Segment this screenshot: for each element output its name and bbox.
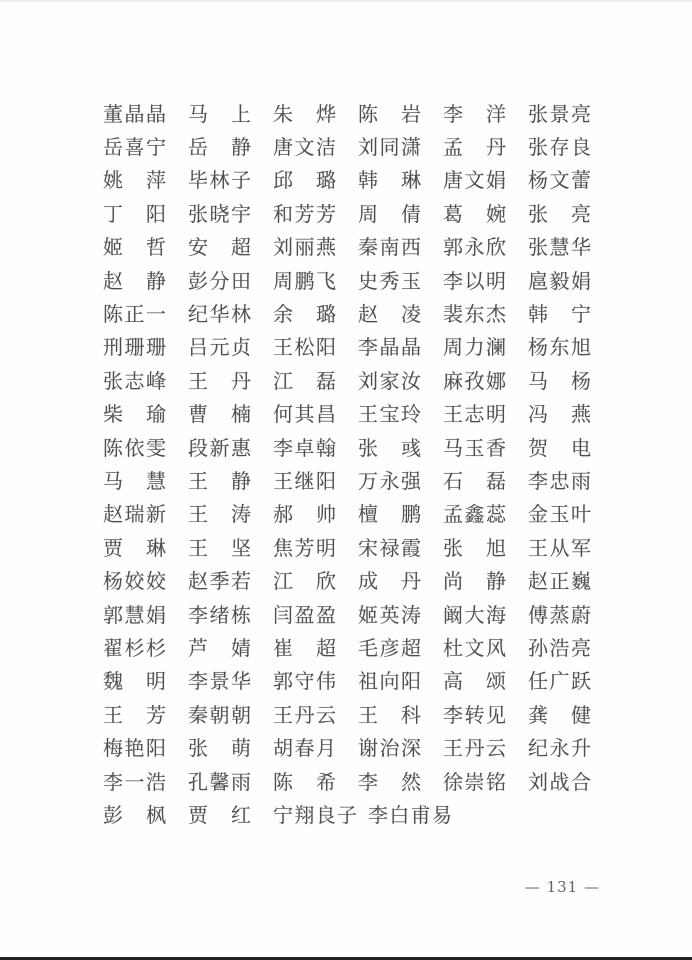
person-name: 余璐 [273,302,336,327]
person-name: 杨东旭 [528,335,591,360]
person-name: 赵季若 [188,569,251,594]
person-name: 张存良 [528,135,591,160]
name-row [103,464,623,497]
person-name: 王继阳 [273,468,336,493]
person-name: 韩宁 [528,302,591,327]
person-name: 杜文风 [443,635,506,660]
person-name: 段新惠 [188,435,251,460]
person-name: 李转见 [443,702,506,727]
person-name: 彭分田 [188,268,251,293]
person-name: 马慧 [103,468,166,493]
person-name: 王从军 [528,535,591,560]
person-name: 马玉香 [443,435,506,460]
person-name: 李卓翰 [273,435,336,460]
person-name: 李洋 [443,101,506,126]
person-name: 陈依雯 [103,435,166,460]
person-name: 麻孜娜 [443,368,506,393]
person-name: 岳喜宁 [103,135,166,160]
person-name: 王丹云 [443,736,506,761]
person-name: 曹楠 [188,402,251,427]
person-name: 韩琳 [358,168,421,193]
person-name: 王丹 [188,368,251,393]
person-name: 唐文洁 [273,135,336,160]
person-name: 彭枫 [103,802,166,827]
person-name: 赵正巍 [528,569,591,594]
person-name: 江磊 [273,368,336,393]
person-name: 江欣 [273,569,336,594]
person-name: 孔馨雨 [188,769,251,794]
person-name: 周倩 [358,201,421,226]
person-name: 陈希 [273,769,336,794]
person-name: 姚萍 [103,168,166,193]
person-name: 秦朝朝 [188,702,251,727]
person-name: 胡春月 [273,736,336,761]
person-name: 邱璐 [273,168,336,193]
person-name: 柴瑜 [103,402,166,427]
name-row [103,698,623,731]
person-name: 焦芳明 [273,535,336,560]
person-name: 张晓宇 [188,201,251,226]
person-name: 孙浩亮 [528,635,591,660]
name-row [103,531,623,564]
person-name: 朱烨 [273,101,336,126]
person-name: 刘战合 [528,769,591,794]
person-name: 郭慧娟 [103,602,166,627]
name-row [103,431,623,464]
name-row [103,765,623,798]
name-row [103,731,623,764]
person-name: 王静 [188,468,251,493]
person-name: 张景亮 [528,101,591,126]
name-row [103,364,623,397]
person-name: 陈正一 [103,302,166,327]
person-name: 吕元贞 [188,335,251,360]
person-name: 毛彦超 [358,635,421,660]
person-name: 檀鹏 [358,502,421,527]
person-name: 宁翔良子 [273,802,357,827]
person-name: 郝帅 [273,502,336,527]
person-name: 李忠雨 [528,468,591,493]
person-name: 郭永欣 [443,235,506,260]
person-name: 李然 [358,769,421,794]
person-name: 魏明 [103,669,166,694]
person-name: 孟丹 [443,135,506,160]
person-name: 张旭 [443,535,506,560]
person-name: 梅艳阳 [103,736,166,761]
person-name: 马上 [188,101,251,126]
name-row [103,631,623,664]
person-name: 阚大海 [443,602,506,627]
person-name: 祖向阳 [358,669,421,694]
person-name: 姬英涛 [358,602,421,627]
person-name: 王坚 [188,535,251,560]
name-row [103,164,623,197]
person-name: 徐崇铭 [443,769,506,794]
person-name: 唐文娟 [443,168,506,193]
scan-top-edge [0,0,692,3]
name-row [103,665,623,698]
name-row [103,331,623,364]
person-name: 岳静 [188,135,251,160]
person-name: 李绪栋 [188,602,251,627]
person-name: 张萌 [188,736,251,761]
person-name: 王科 [358,702,421,727]
person-name: 赵瑞新 [103,502,166,527]
person-name: 王芳 [103,702,166,727]
person-name: 刘丽燕 [273,235,336,260]
name-row [103,130,623,163]
name-row [103,564,623,597]
person-name: 裴东杰 [443,302,506,327]
person-name: 姬哲 [103,235,166,260]
person-name: 纪华林 [188,302,251,327]
person-name: 金玉叶 [528,502,591,527]
person-name: 李景华 [188,669,251,694]
person-name: 崔超 [273,635,336,660]
person-name: 杨文蕾 [528,168,591,193]
person-name: 纪永升 [528,736,591,761]
person-name: 秦南西 [358,235,421,260]
person-name: 刘家汝 [358,368,421,393]
person-name: 李以明 [443,268,506,293]
name-row [103,197,623,230]
person-name: 安超 [188,235,251,260]
person-name: 丁阳 [103,201,166,226]
name-list-grid [103,97,623,832]
person-name: 张彧 [358,435,421,460]
person-name: 成丹 [358,569,421,594]
person-name: 郭守伟 [273,669,336,694]
name-row [103,598,623,631]
person-name: 何其昌 [273,402,336,427]
name-row [103,498,623,531]
person-name: 谢治深 [358,736,421,761]
person-name: 翟杉杉 [103,635,166,660]
person-name: 董晶晶 [103,101,166,126]
person-name: 闫盈盈 [273,602,336,627]
person-name: 傅蒸蔚 [528,602,591,627]
person-name: 任广跃 [528,669,591,694]
person-name: 陈岩 [358,101,421,126]
person-name: 刑珊珊 [103,335,166,360]
person-name: 王涛 [188,502,251,527]
person-name: 扈毅娟 [528,268,591,293]
page-number: — 131 — [524,878,600,896]
person-name: 王松阳 [273,335,336,360]
person-name: 马杨 [528,368,591,393]
person-name: 王志明 [443,402,506,427]
person-name: 冯燕 [528,402,591,427]
person-name: 葛婉 [443,201,506,226]
person-name: 赵凌 [358,302,421,327]
person-name: 贺电 [528,435,591,460]
person-name: 尚静 [443,569,506,594]
person-name: 史秀玉 [358,268,421,293]
person-name: 龚健 [528,702,591,727]
person-name: 王丹云 [273,702,336,727]
person-name: 张慧华 [528,235,591,260]
person-name: 宋禄霞 [358,535,421,560]
person-name: 张亮 [528,201,591,226]
name-row [103,398,623,431]
person-name: 芦婧 [188,635,251,660]
person-name: 高颂 [443,669,506,694]
person-name: 毕林子 [188,168,251,193]
name-row [103,97,623,130]
person-name: 王宝玲 [358,402,421,427]
name-row [103,264,623,297]
person-name: 石磊 [443,468,506,493]
person-name: 和芳芳 [273,201,336,226]
person-name: 贾红 [188,802,251,827]
person-name: 张志峰 [103,368,166,393]
person-name: 李白甫易 [368,802,452,827]
person-name: 周鹏飞 [273,268,336,293]
name-row [103,231,623,264]
person-name: 李晶晶 [358,335,421,360]
person-name: 周力澜 [443,335,506,360]
person-name: 李一浩 [103,769,166,794]
person-name: 万永强 [358,468,421,493]
name-row [103,297,623,330]
person-name: 贾琳 [103,535,166,560]
person-name: 赵静 [103,268,166,293]
person-name: 刘同潇 [358,135,421,160]
person-name: 杨姣姣 [103,569,166,594]
name-row [103,798,623,831]
person-name: 孟鑫蕊 [443,502,506,527]
